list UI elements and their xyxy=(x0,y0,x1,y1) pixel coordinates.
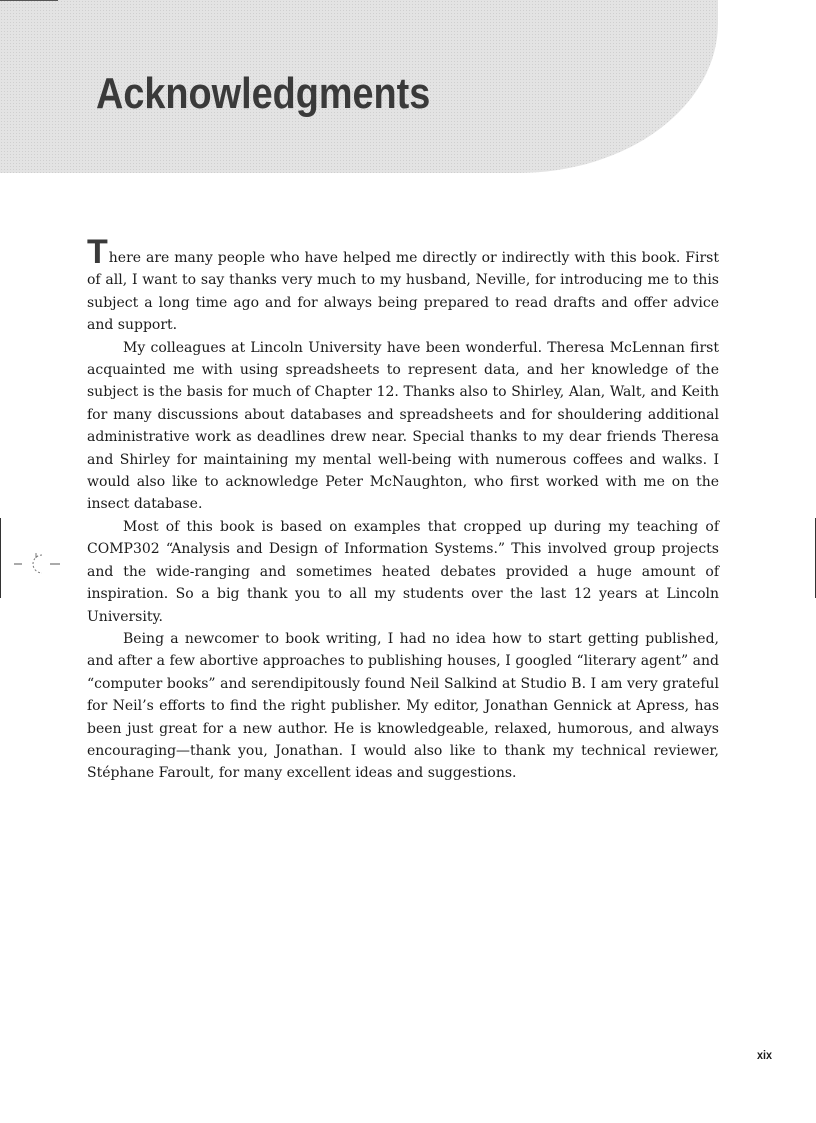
paragraph-1-text: here are many people who have helped me directly or indirectly with this book. First of all, I want to say thanks very much to my husband, Neville, for introducing me to this subject a long time ago and for always being prepared to read drafts and offer advice and support. xyxy=(87,250,719,334)
chapter-title: Acknowledgments xyxy=(96,69,431,118)
paragraph-1 xyxy=(87,233,719,337)
paragraph-2: My colleagues at Lincoln University have been wonderful. Theresa McLennan first acquainted me with using spreadsheets to represent data, and her knowledge of the subject is the basis for much of Chapter 12. Thanks also to Shirley, Alan, Walt, and Keith for many discussions about databases and spreadsheets and for shouldering additional administrative work as deadlines drew near. Special thanks to my dear friends Theresa and Shirley for maintaining my mental well-being with numerous coffees and walks. I would also like to acknowledge Peter McNaughton, who first worked with me on the insect database. xyxy=(87,339,719,513)
body-text xyxy=(87,233,719,785)
paragraph-3: Most of this book is based on examples that cropped up during my teaching of COMP302 “Analysis and Design of Information Systems.” This involved group projects and the wide-ranging and sometimes heated debates provided a huge amount of inspiration. So a big thank you to all my students over the last 12 years at Lincoln University. xyxy=(87,518,719,625)
paragraph-4: Being a newcomer to book writing, I had no idea how to start getting published, and after a few abortive approaches to publishing houses, I googled “literary agent” and “computer books” and serendipitously found Neil Salkind at Studio B. I am very grateful for Neil’s efforts to find the right publisher. My editor, Jonathan Gennick at Apress, has been just great for a new author. He is knowledgeable, relaxed, humorous, and always encouraging—thank you, Jonathan. I would also like to thank my technical reviewer, Stéphane Faroult, for many excellent ideas and suggestions. xyxy=(87,630,719,782)
registration-mark-icon xyxy=(14,552,62,576)
page-number: xix xyxy=(757,1048,773,1062)
left-edge-mark xyxy=(0,518,1,598)
top-rule xyxy=(0,0,58,1)
drop-cap: T xyxy=(87,233,108,271)
